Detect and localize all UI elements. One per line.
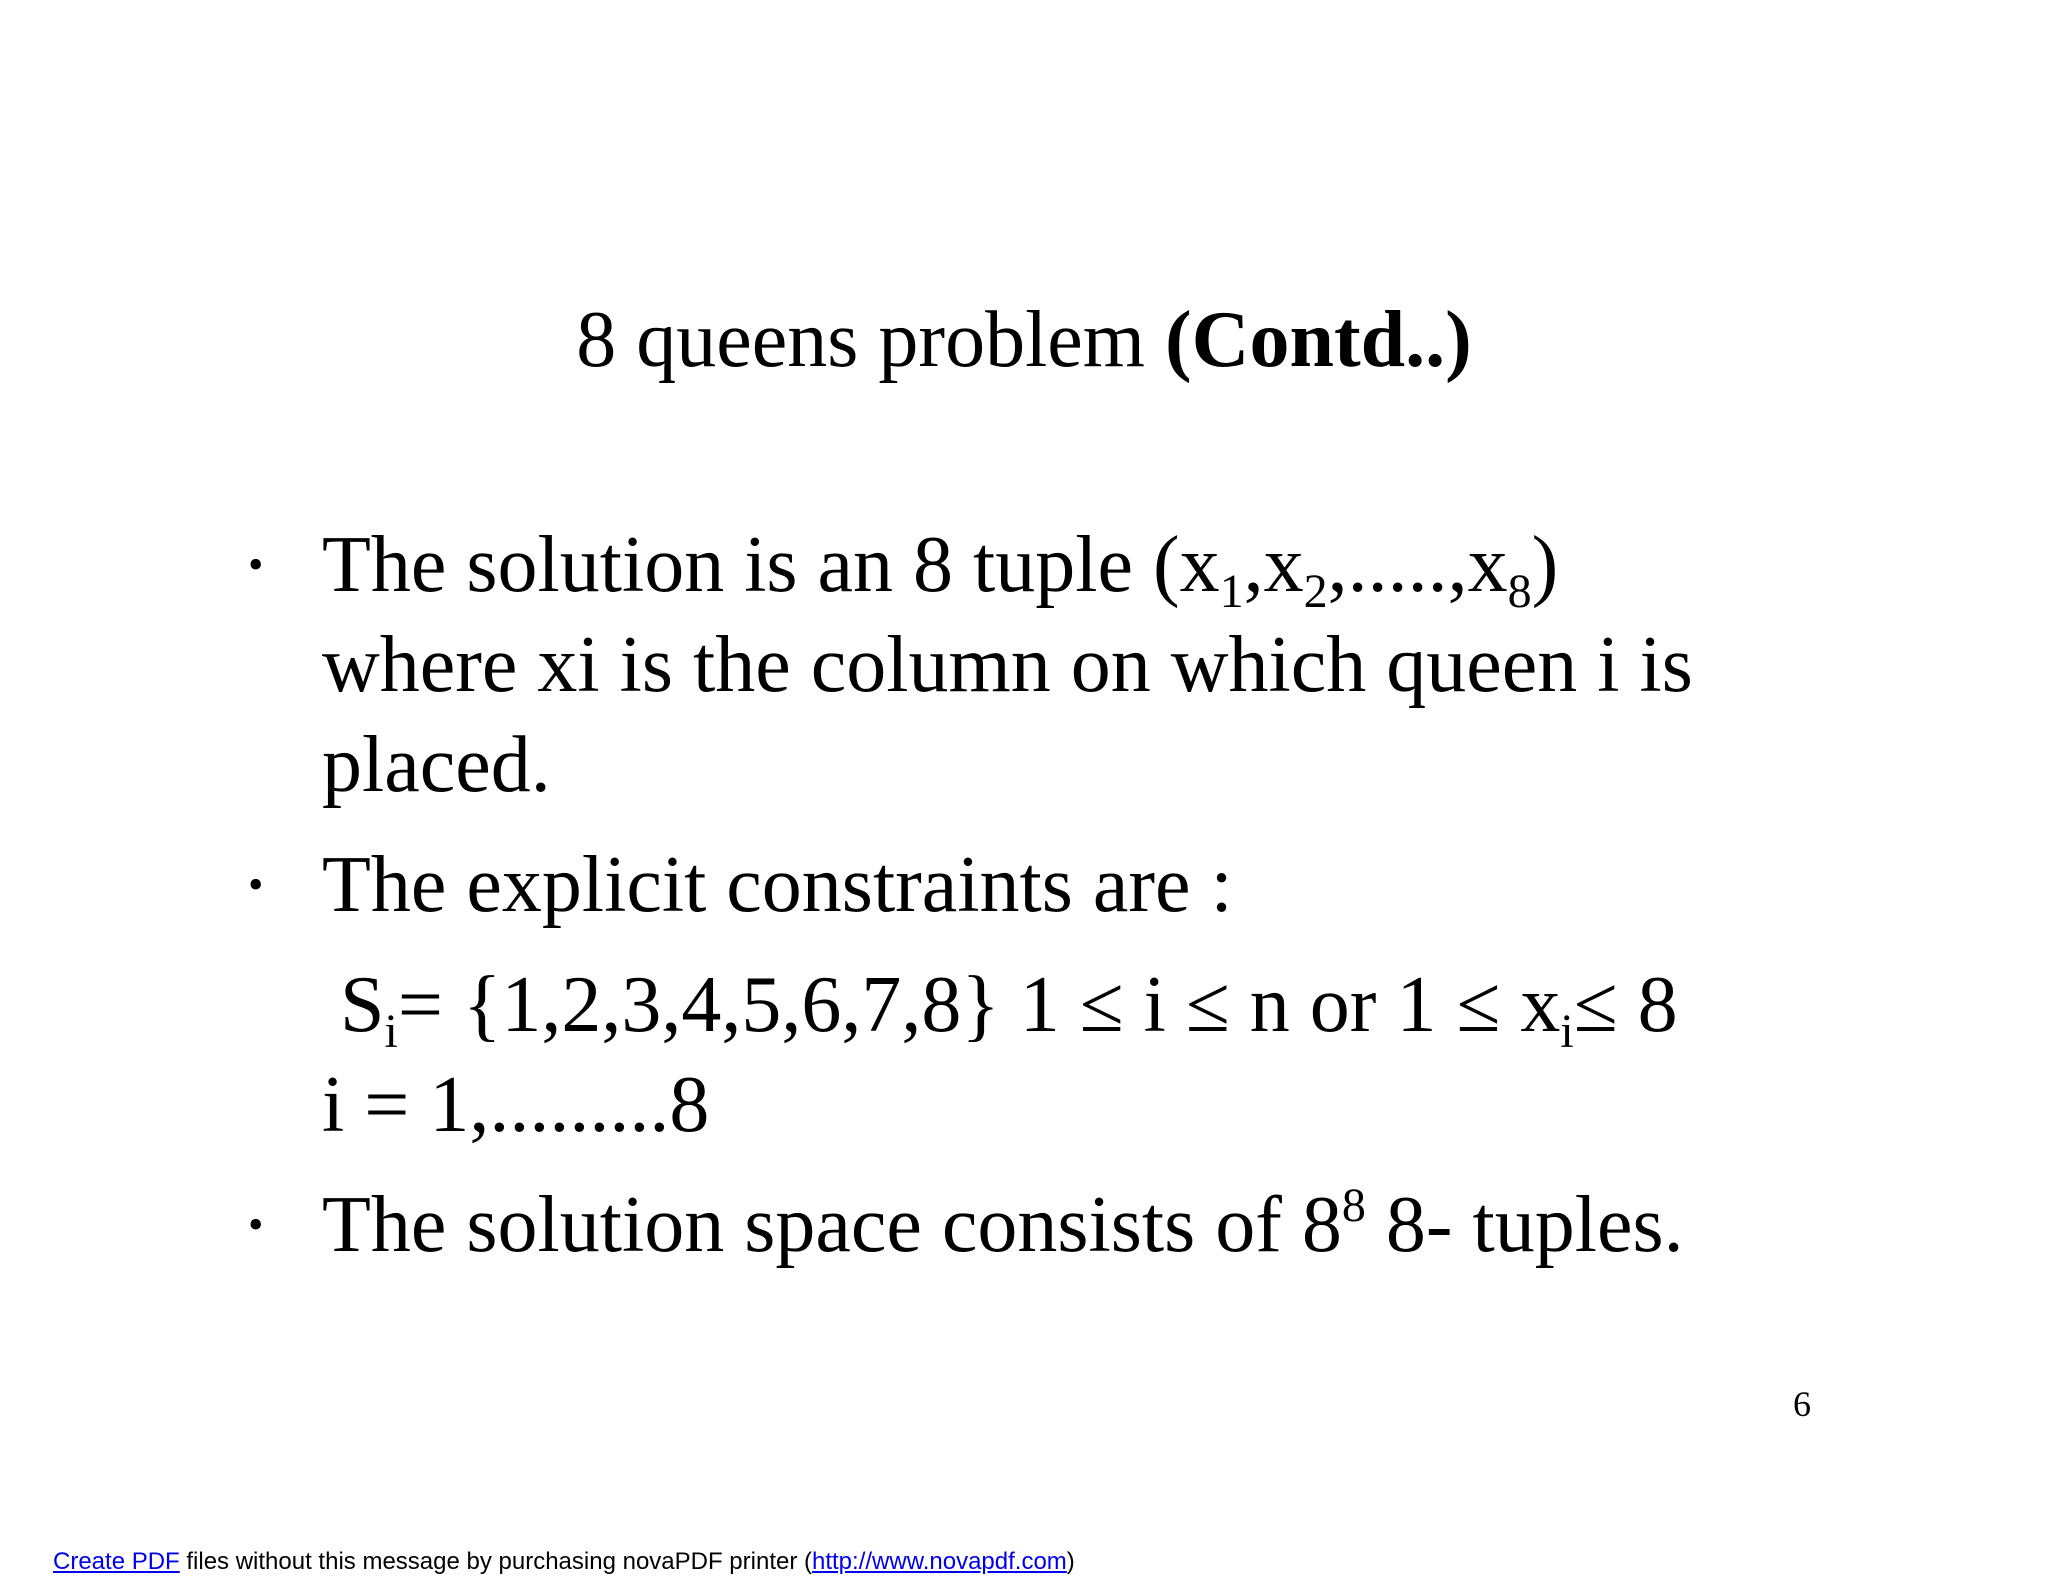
footer-message [53,1547,1075,1577]
constraint-subscript-i: i [384,1005,398,1058]
bullet-1-line-3: placed. [322,721,551,809]
separator-2: ,.....,x [1327,521,1508,609]
bullet-2-line-1: The explicit constraints are : [322,841,1233,929]
superscript-8: 8 [1341,1179,1366,1232]
novapdf-url-link[interactable]: http://www.novapdf.com [812,1548,1067,1575]
bullet-1-prefix: The solution is an 8 tuple (x [322,521,1220,609]
bullet-3-prefix: The solution space consists of 8 [322,1181,1342,1269]
subscript-2: 2 [1303,565,1328,618]
bullet-marker: • [248,860,264,909]
separator-1: ,x [1243,521,1304,609]
range-line: i = 1,.........8 [322,1061,710,1149]
constraint-line [340,955,1678,1058]
slide-title [0,290,2048,390]
bullet-1-suffix: ) [1531,521,1559,609]
bullet-1-line-1 [322,515,1559,618]
subscript-1: 1 [1219,565,1244,618]
bullet-3-suffix: 8- tuples. [1365,1181,1684,1269]
bullet-1-line-2: where xi is the column on which queen i is [322,621,1693,709]
bullet-3-line-1 [322,1175,1684,1275]
constraint-s: S [340,961,385,1049]
constraint-end: ≤ 8 [1573,961,1678,1049]
create-pdf-link[interactable]: Create PDF [53,1548,180,1575]
footer-middle-text: files without this message by purchasing novaPDF printer ( [179,1548,812,1575]
subscript-8: 8 [1507,565,1532,618]
slide-title-text: 8 queens problem [576,296,1146,384]
constraint-middle: = {1,2,3,4,5,6,7,8} 1 ≤ i ≤ n or 1 ≤ x [397,961,1561,1049]
bullet-marker: • [248,1200,264,1249]
bullet-marker: • [248,540,264,589]
slide-title-bold: (Contd..) [1165,296,1472,384]
constraint-subscript-i2: i [1560,1005,1574,1058]
footer-end-text: ) [1066,1548,1075,1575]
page-number: 6 [1793,1384,1811,1424]
